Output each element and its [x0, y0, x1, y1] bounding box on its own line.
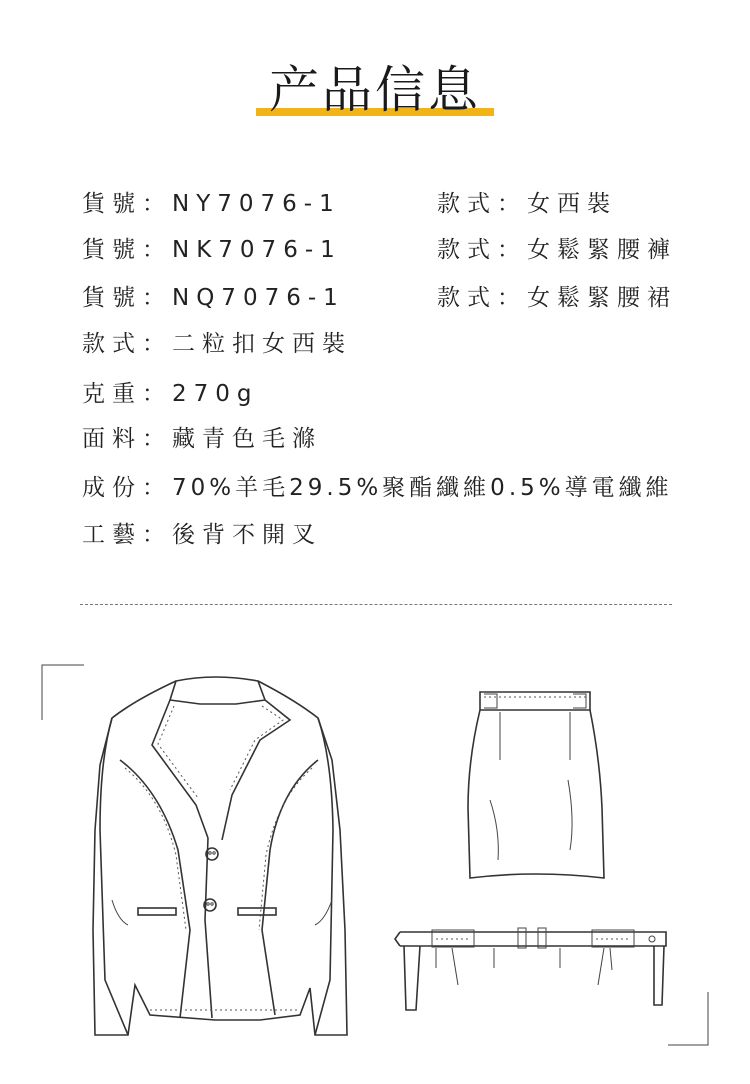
- spec-value: 70%羊毛29.5%聚酯纖維0.5%導電纖維: [172, 475, 673, 501]
- spec-right-label: 款式：: [437, 237, 527, 263]
- spec-label: 貨號：: [82, 285, 172, 311]
- spec-value: 270g: [172, 381, 259, 407]
- page-title: 产品信息: [269, 61, 481, 119]
- spec-label: 工藝：: [82, 522, 172, 548]
- spec-label: 克重：: [82, 381, 172, 407]
- spec-value: NK7076-1: [172, 237, 342, 263]
- spec-value: 後背不開叉: [172, 522, 322, 548]
- spec-right-label: 款式：: [437, 285, 527, 311]
- spec-label: 貨號：: [82, 191, 172, 217]
- spec-value: 藏青色毛滌: [172, 426, 322, 452]
- spec-label: 款式：: [82, 331, 172, 357]
- spec-value: NQ7076-1: [172, 285, 345, 311]
- spec-right-value: 女西裝: [527, 191, 617, 217]
- spec-right-value: 女鬆緊腰褲: [527, 237, 677, 263]
- spec-label: 面料：: [82, 426, 172, 452]
- spec-right-value: 女鬆緊腰裙: [527, 285, 677, 311]
- spec-label: 成份：: [82, 475, 172, 501]
- spec-label: 貨號：: [82, 237, 172, 263]
- spec-value: NY7076-1: [172, 191, 341, 217]
- spec-value: 二粒扣女西裝: [172, 331, 352, 357]
- spec-right-label: 款式：: [437, 191, 527, 217]
